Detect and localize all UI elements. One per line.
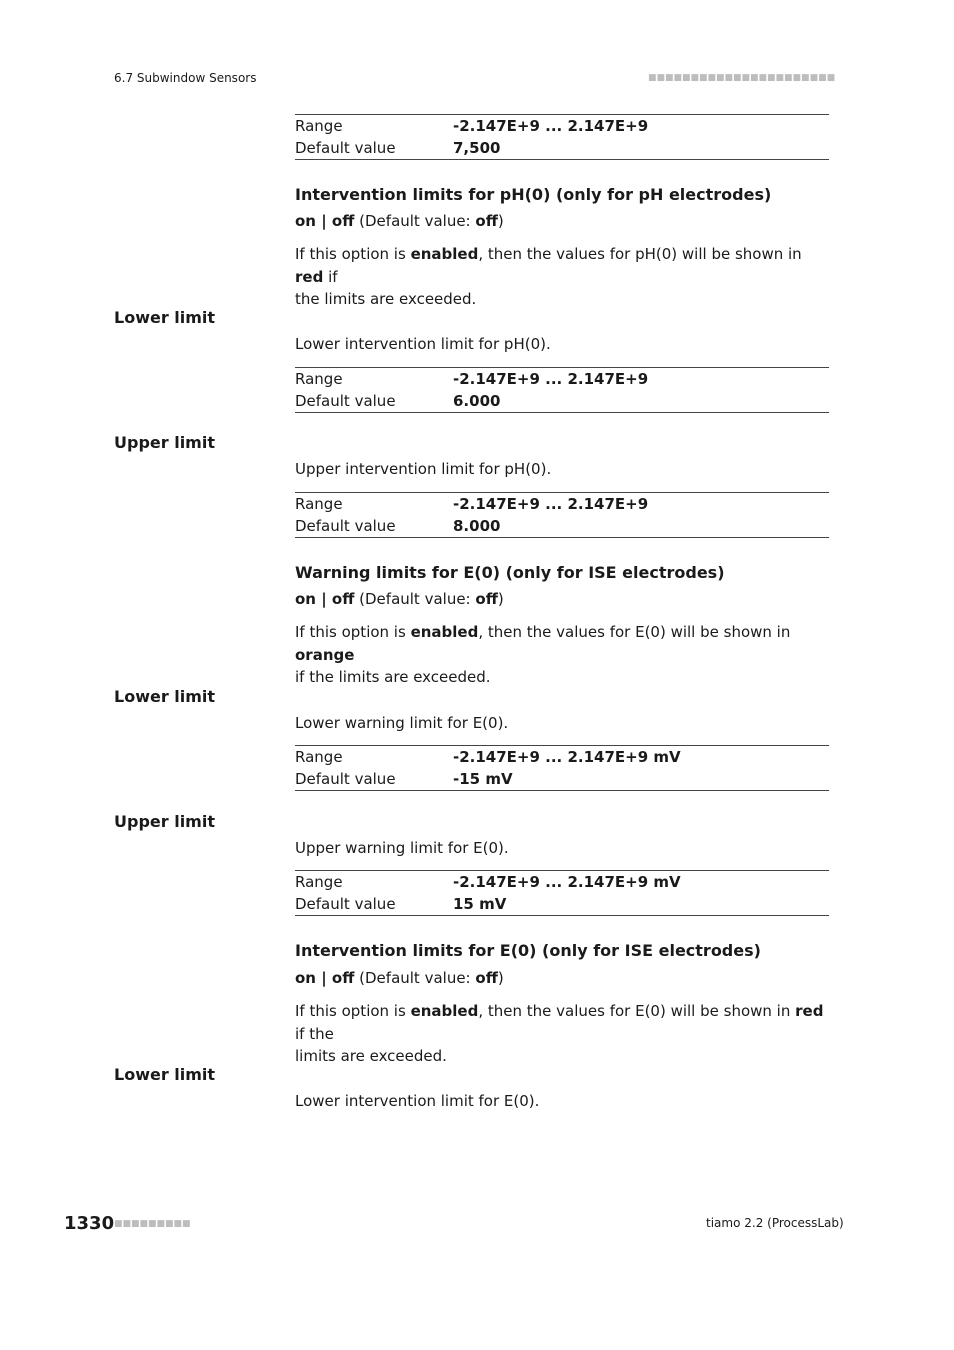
text: the limits are exceeded. (295, 290, 477, 308)
param-value: -2.147E+9 ... 2.147E+9 mV (453, 873, 681, 891)
section-title-e0-warning: Warning limits for E(0) (only for ISE electrodes) (295, 563, 725, 582)
paragraph-e0-warning (295, 621, 829, 689)
side-title-lower-limit: Lower limit (114, 687, 216, 706)
text: , then the values for E(0) will be shown in (478, 623, 791, 641)
side-title-upper-limit: Upper limit (114, 433, 215, 452)
header-decoration-dots: ■■■■■■■■■■■■■■■■■■■■■■ (648, 73, 836, 83)
emphasis-enabled: enabled (410, 623, 479, 641)
param-value: -2.147E+9 ... 2.147E+9 (453, 370, 649, 388)
param-row-range (295, 493, 829, 515)
footer-product-name: tiamo 2.2 (ProcessLab) (706, 1216, 844, 1230)
param-value: 8.000 (453, 517, 501, 535)
option-on-off: on | off (295, 212, 355, 230)
param-table-ph-upper (295, 492, 829, 538)
option-values-e0-warning (295, 590, 504, 608)
option-on-off: on | off (295, 969, 355, 987)
default-off: off (475, 590, 498, 608)
param-key: Range (295, 748, 343, 766)
description-e0-warning-lower: Lower warning limit for E(0). (295, 714, 509, 732)
running-header-section: 6.7 Subwindow Sensors (114, 71, 257, 85)
param-value: 15 mV (453, 895, 507, 913)
param-row-default (295, 390, 829, 412)
text: If this option is (295, 1002, 411, 1020)
emphasis-enabled: enabled (410, 1002, 479, 1020)
param-table-e0-warning-lower (295, 745, 829, 791)
description-e0-intervention-lower: Lower intervention limit for E(0). (295, 1092, 540, 1110)
text: If this option is (295, 623, 411, 641)
default-label: (Default value: (359, 212, 476, 230)
param-row-range (295, 368, 829, 390)
default-label: (Default value: (359, 969, 476, 987)
side-title-lower-limit: Lower limit (114, 308, 216, 327)
emphasis-enabled: enabled (410, 245, 479, 263)
text: if the (295, 1024, 334, 1043)
footer-decoration-dots: ■■■■■■■■■ (114, 1219, 191, 1229)
param-value: -2.147E+9 ... 2.147E+9 mV (453, 748, 681, 766)
param-row-range (295, 115, 829, 137)
description-ph-lower: Lower intervention limit for pH(0). (295, 335, 551, 353)
side-title-lower-limit: Lower limit (114, 1065, 216, 1084)
param-key: Default value (295, 517, 396, 535)
param-value: 6.000 (453, 392, 501, 410)
default-off: off (475, 212, 498, 230)
description-ph-upper: Upper intervention limit for pH(0). (295, 460, 552, 478)
param-value: -2.147E+9 ... 2.147E+9 (453, 495, 649, 513)
param-key: Default value (295, 895, 396, 913)
param-table-e0-warning-upper (295, 870, 829, 916)
section-title-ph-intervention: Intervention limits for pH(0) (only for pH electrodes) (295, 185, 772, 204)
param-key: Default value (295, 770, 396, 788)
param-key: Default value (295, 392, 396, 410)
param-row-range (295, 871, 829, 893)
emphasis-orange: orange (295, 645, 355, 664)
paragraph-ph-intervention (295, 243, 829, 311)
param-key: Range (295, 495, 343, 513)
param-value: 7,500 (453, 139, 501, 157)
emphasis-red: red (295, 267, 324, 286)
param-key: Range (295, 370, 343, 388)
paren: ) (497, 590, 504, 608)
option-values-ph-intervention (295, 212, 504, 230)
text: If this option is (295, 245, 411, 263)
section-title-e0-intervention: Intervention limits for E(0) (only for ISE electrodes) (295, 941, 761, 960)
param-row-default (295, 137, 829, 159)
param-value: -15 mV (453, 770, 513, 788)
param-row-range (295, 746, 829, 768)
side-title-upper-limit: Upper limit (114, 812, 215, 831)
emphasis-red: red (795, 1002, 824, 1020)
page-number: 1330 (64, 1213, 115, 1234)
param-value: -2.147E+9 ... 2.147E+9 (453, 117, 649, 135)
paragraph-e0-intervention (295, 1000, 829, 1068)
text: , then the values for E(0) will be shown in (478, 1002, 796, 1020)
description-e0-warning-upper: Upper warning limit for E(0). (295, 839, 509, 857)
paren: ) (497, 212, 504, 230)
option-values-e0-intervention (295, 969, 504, 987)
text: if (323, 267, 338, 286)
param-table-previous (295, 114, 829, 160)
param-key: Range (295, 873, 343, 891)
param-row-default (295, 768, 829, 790)
paren: ) (497, 969, 504, 987)
param-row-default (295, 515, 829, 537)
param-row-default (295, 893, 829, 915)
text: limits are exceeded. (295, 1047, 447, 1065)
default-off: off (475, 969, 498, 987)
default-label: (Default value: (359, 590, 476, 608)
param-key: Range (295, 117, 343, 135)
option-on-off: on | off (295, 590, 355, 608)
text: if the limits are exceeded. (295, 668, 491, 686)
param-key: Default value (295, 139, 396, 157)
param-table-ph-lower (295, 367, 829, 413)
text: , then the values for pH(0) will be shown in (478, 245, 802, 263)
